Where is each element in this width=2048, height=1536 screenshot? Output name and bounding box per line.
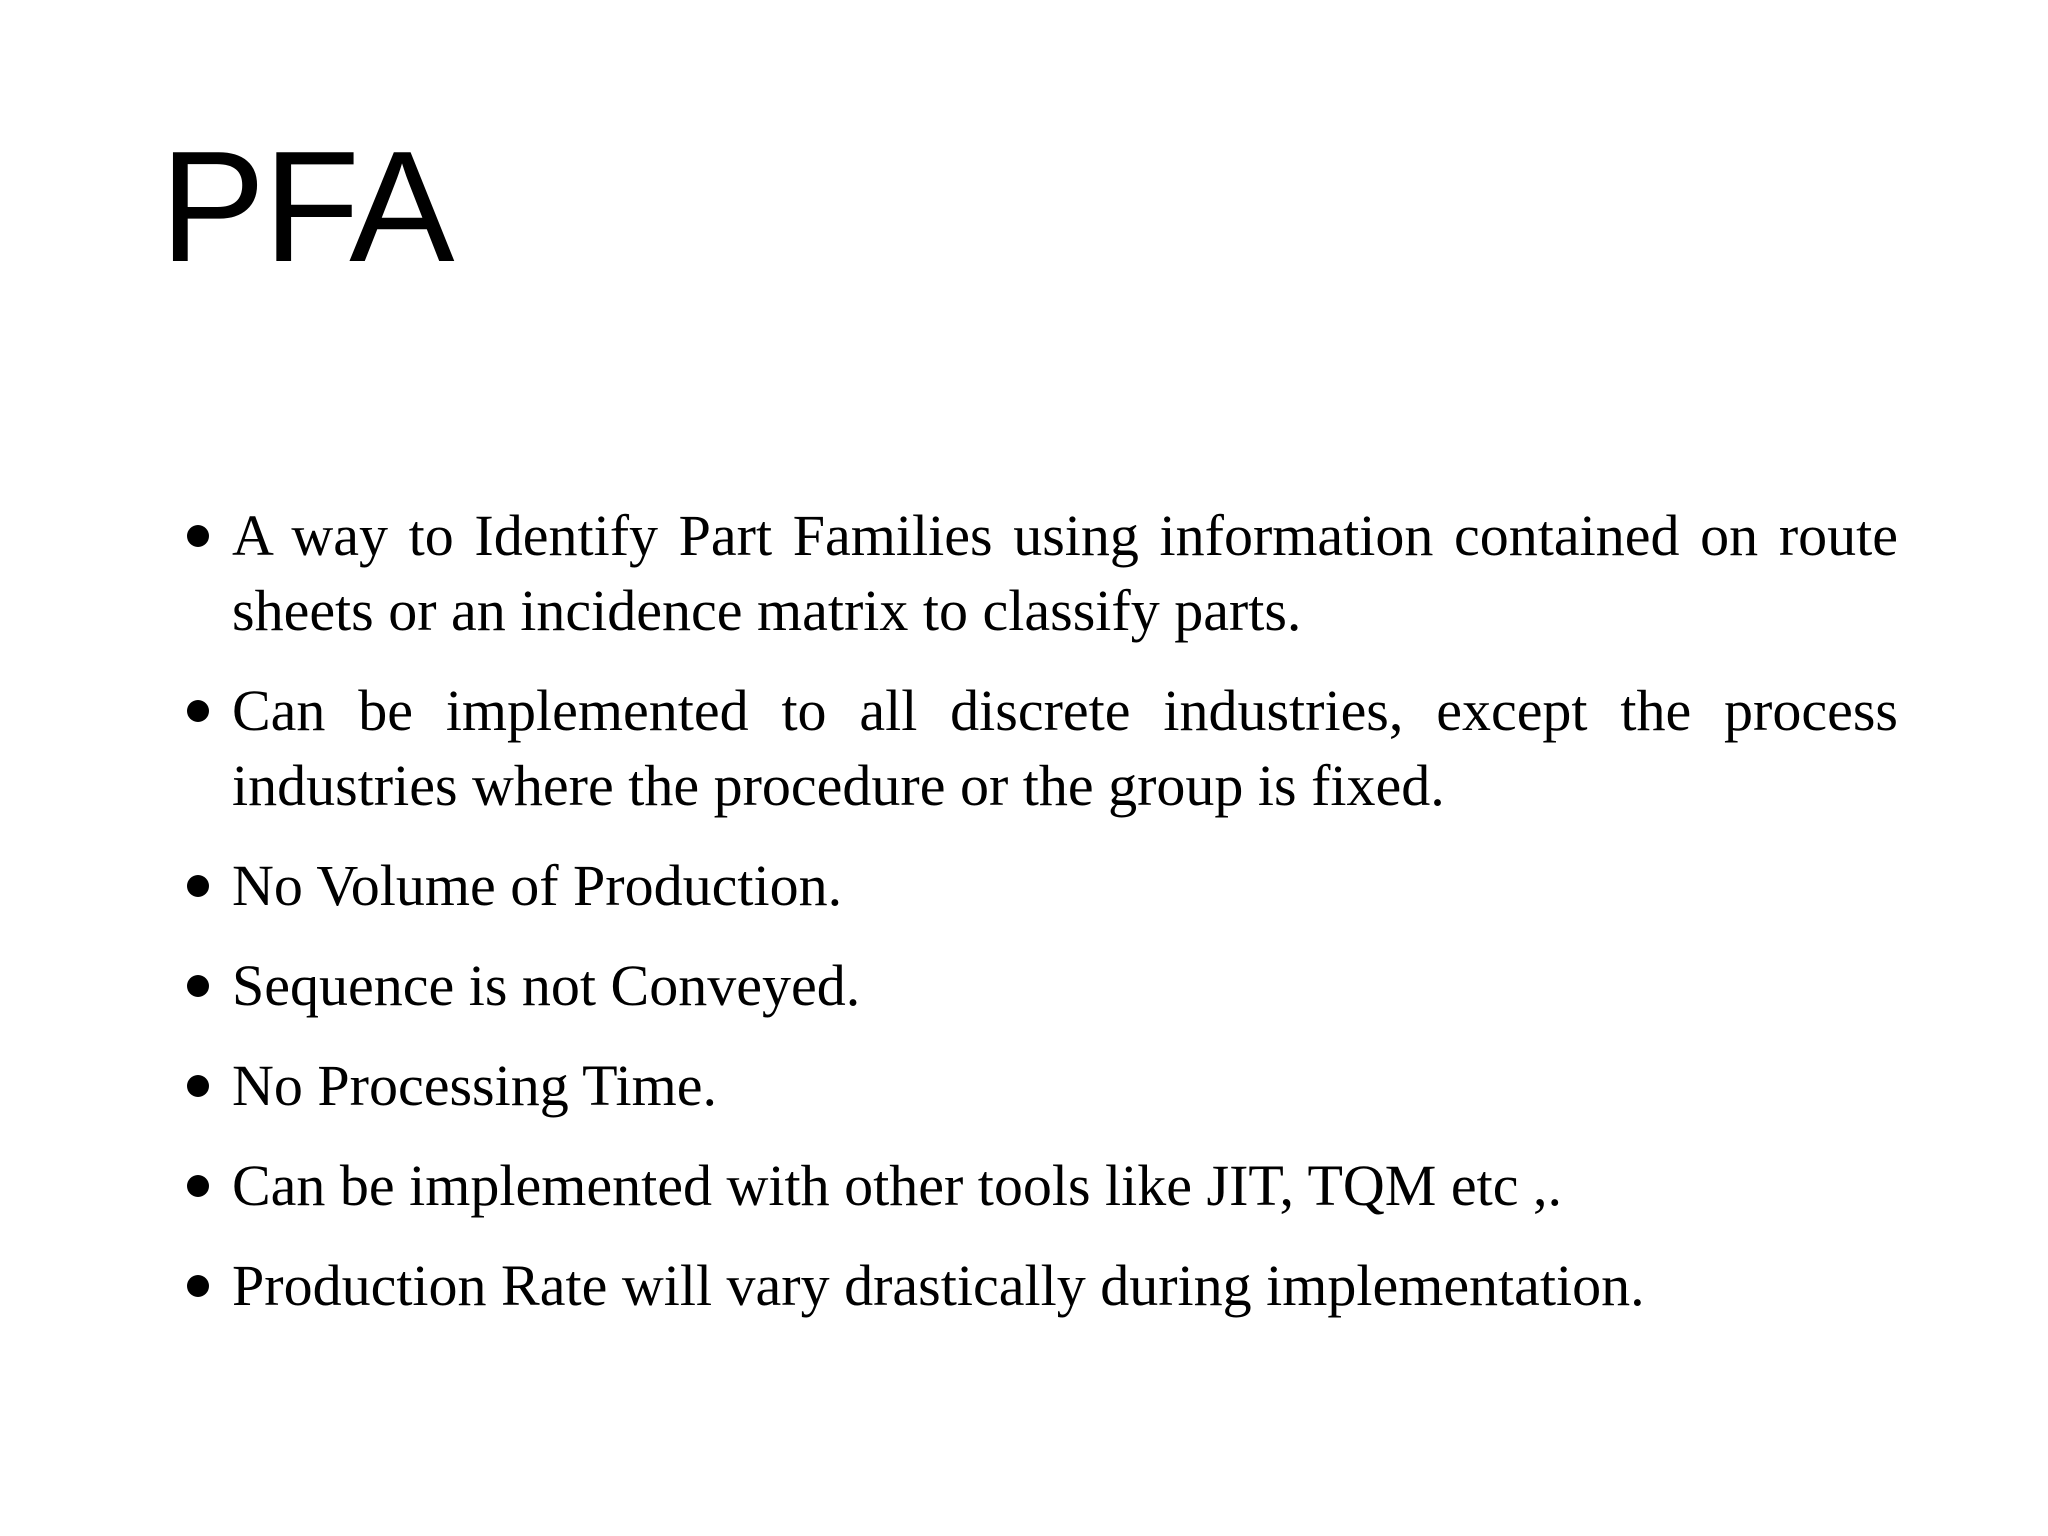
- slide-title: PFA: [160, 119, 453, 295]
- bullet-text: A way to Identify Part Families using information contained on route sheets or an incidence matrix to classify parts.: [232, 503, 1898, 643]
- bullet-icon: [187, 700, 209, 722]
- list-item: [180, 498, 1898, 648]
- bullet-text: Sequence is not Conveyed.: [232, 953, 861, 1018]
- bullet-icon: [187, 1075, 209, 1097]
- bullet-text: Can be implemented to all discrete industries, except the process industries where the procedure or the group is fixed.: [232, 678, 1898, 818]
- bullet-text: Can be implemented with other tools like JIT, TQM etc ,.: [232, 1153, 1562, 1218]
- list-item: [180, 948, 1898, 1023]
- bullet-text: No Volume of Production.: [232, 853, 843, 918]
- bullet-text: Production Rate will vary drastically during implementation.: [232, 1253, 1645, 1318]
- bullet-icon: [187, 875, 209, 897]
- bullet-text: No Processing Time.: [232, 1053, 718, 1118]
- list-item: [180, 848, 1898, 923]
- bullet-icon: [187, 1275, 209, 1297]
- list-item: [180, 1048, 1898, 1123]
- bullet-icon: [187, 1175, 209, 1197]
- list-item: [180, 1148, 1898, 1223]
- list-item: [180, 673, 1898, 823]
- bullet-icon: [187, 975, 209, 997]
- bullet-list: [180, 498, 1898, 1348]
- list-item: [180, 1248, 1898, 1323]
- bullet-icon: [187, 525, 209, 547]
